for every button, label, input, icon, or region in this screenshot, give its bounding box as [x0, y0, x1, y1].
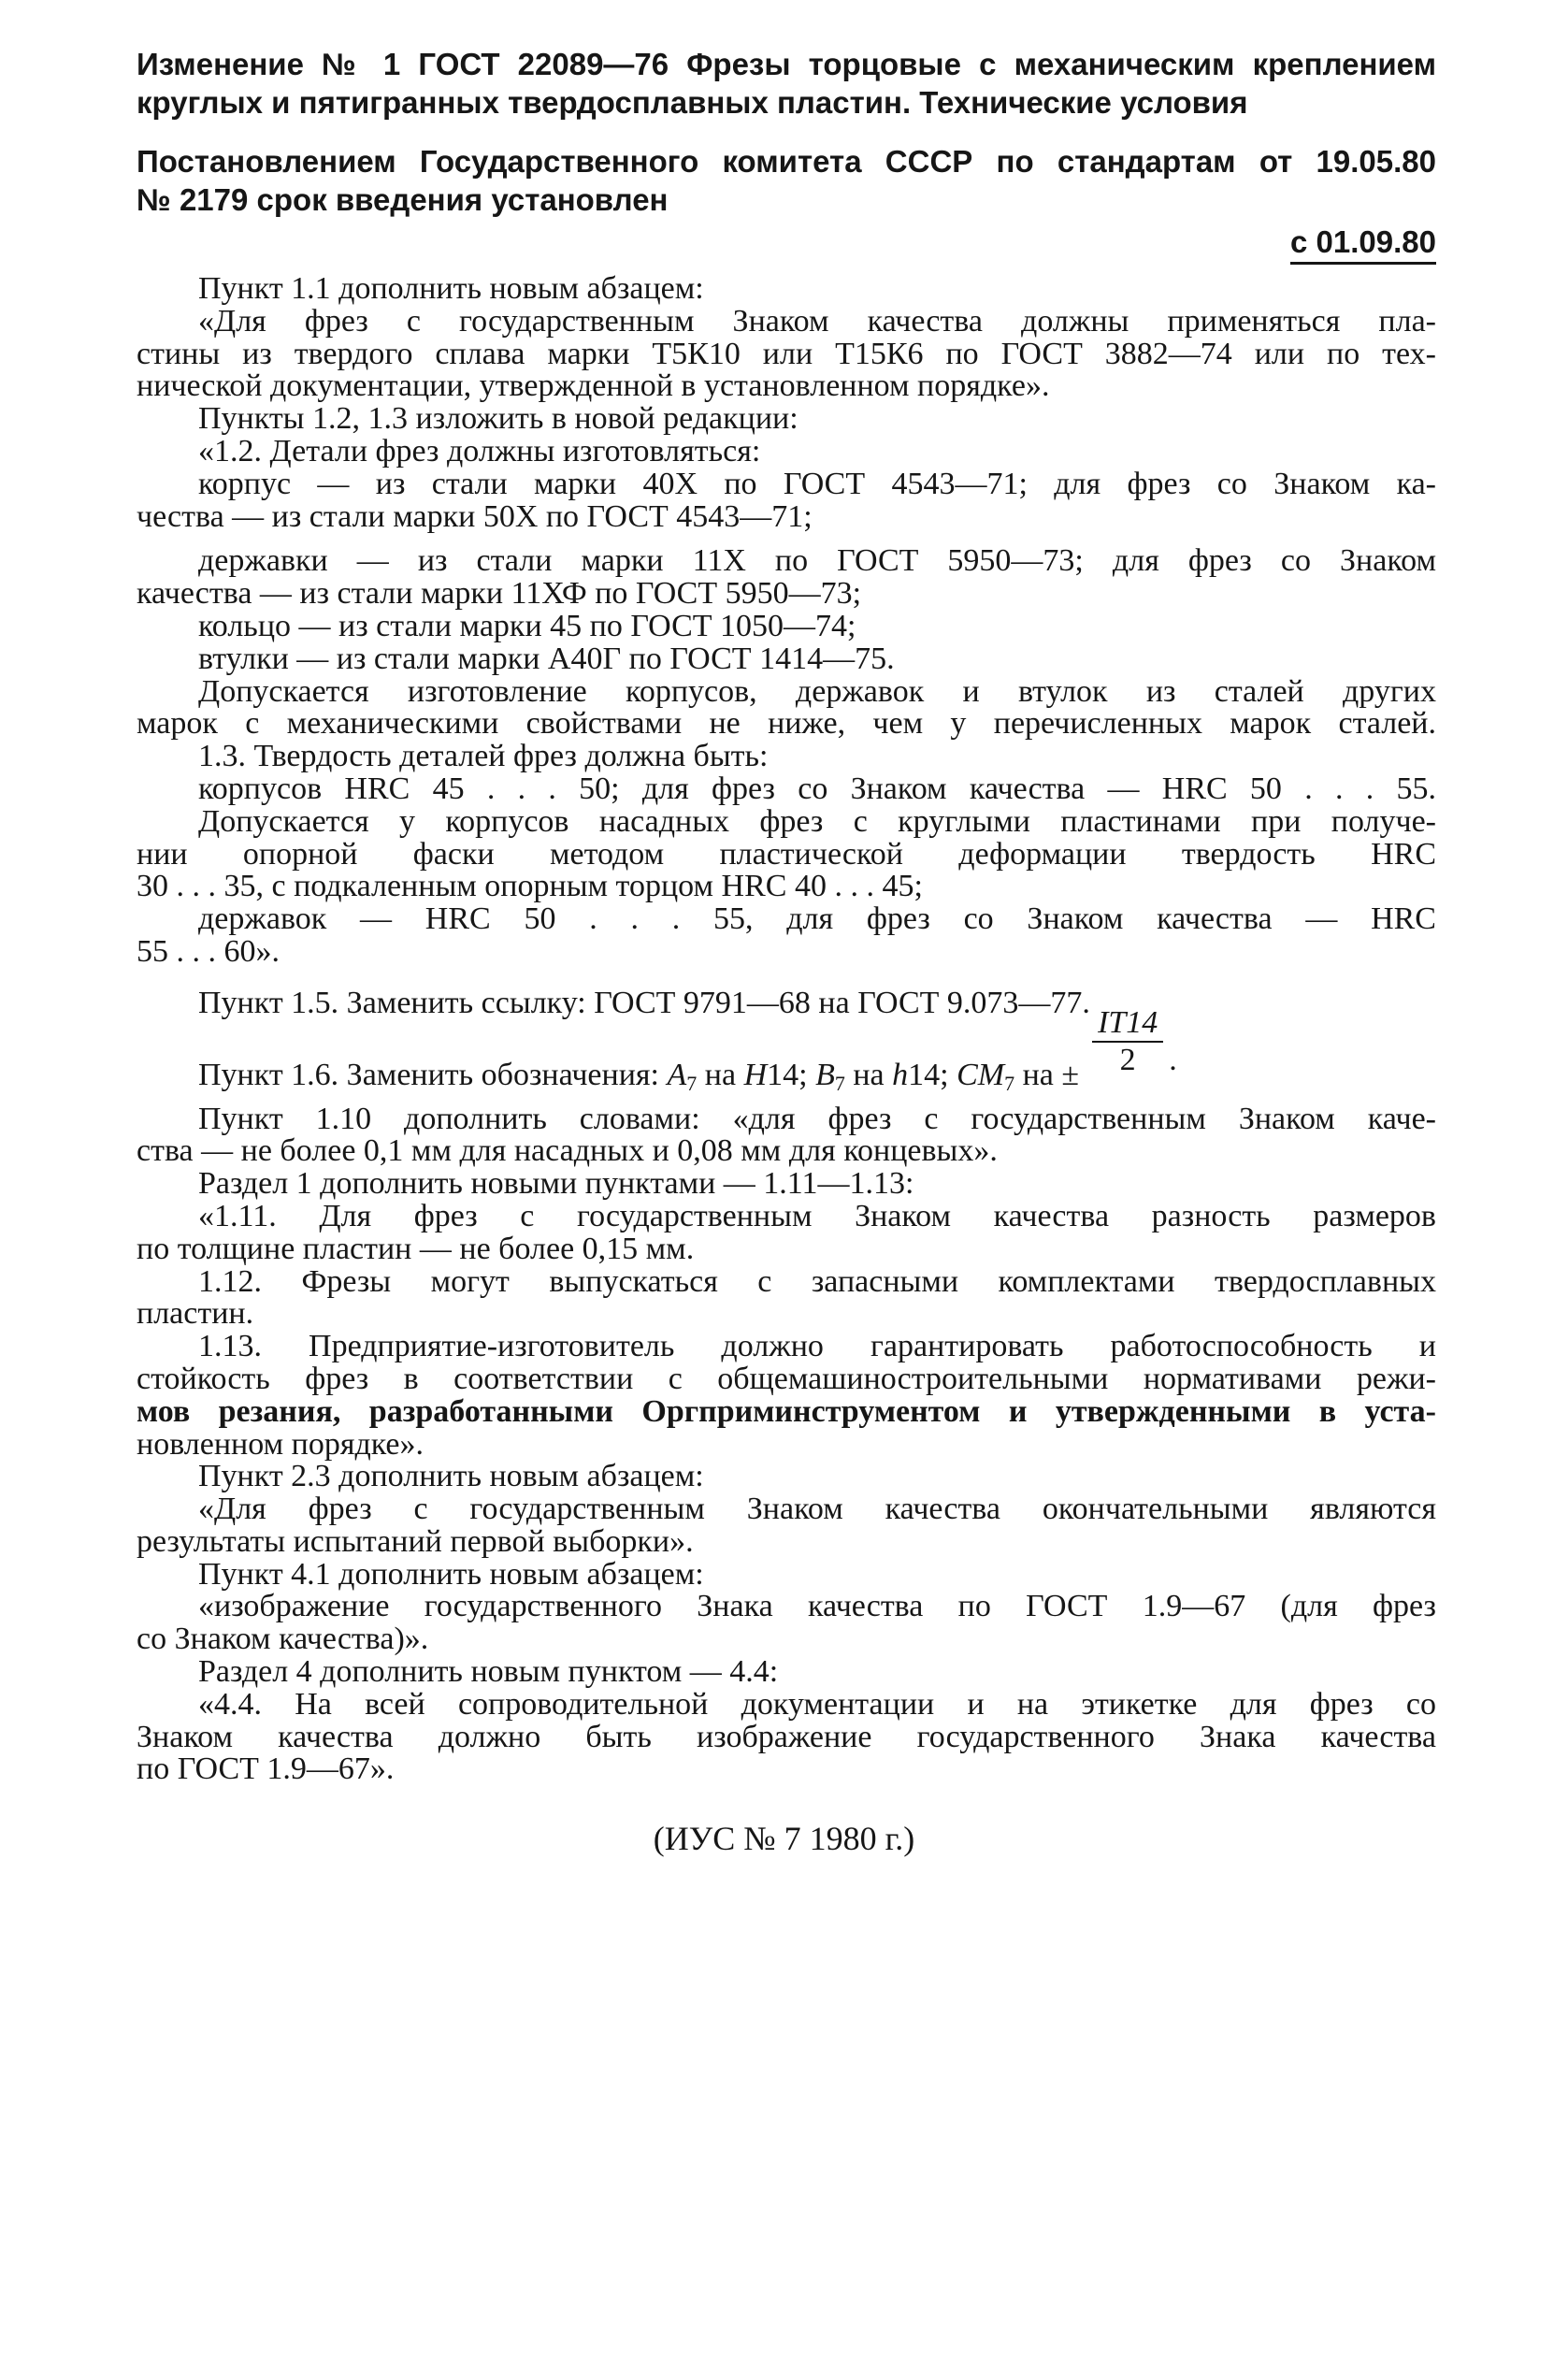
- text-line: державки — из стали марки 11Х по ГОСТ 5950—73; для фрез со Знаком: [198, 543, 1436, 579]
- text-line: по ГОСТ 1.9—67».: [137, 1751, 395, 1787]
- formula-word: на: [844, 1057, 893, 1092]
- text-line: Пункт 1.1 дополнить новым абзацем:: [198, 271, 704, 306]
- text-line: Пункты 1.2, 1.3 изложить в новой редакции:: [198, 401, 798, 437]
- subscript: 7: [834, 1071, 845, 1095]
- text-line: качества — из стали марки 11ХФ по ГОСТ 5950—73;: [137, 576, 862, 612]
- formula-dot: .: [1169, 1042, 1177, 1077]
- text-line: корпус — из стали марки 40Х по ГОСТ 4543—71; для фрез со Знаком ка-: [198, 466, 1436, 501]
- document-body: [137, 273, 1436, 1786]
- text-line: мов резания, разработанными Оргприминструментом и утвержденными в уста-: [137, 1393, 1436, 1429]
- text-line: 30 . . . 35, с подкаленным опорным торцом HRC 40 . . . 45;: [137, 869, 923, 904]
- fraction-denominator: 2: [1119, 1042, 1136, 1077]
- text-line: нической документации, утвержденной в установленном порядке».: [137, 368, 1050, 404]
- title-line-1: Изменение № 1 ГОСТ 22089—76 Фрезы торцовые с механическим креплением: [137, 47, 1436, 81]
- text-line: кольцо — из стали марки 45 по ГОСТ 1050—74;: [198, 608, 856, 643]
- fraction-numerator: IT14: [1092, 1007, 1163, 1043]
- decree-line-2: № 2179 срок введения установлен: [137, 182, 669, 217]
- text-line: Раздел 1 дополнить новыми пунктами — 1.11—1.13:: [198, 1166, 914, 1202]
- text-line: пластин.: [137, 1296, 254, 1332]
- text-line: 1.12. Фрезы могут выпускаться с запасными комплектами твердосплавных: [198, 1263, 1436, 1299]
- text-line: Раздел 4 дополнить новым пунктом — 4.4:: [198, 1654, 779, 1690]
- source-reference: (ИУС № 7 1980 г.): [653, 1820, 915, 1857]
- formula-word: на ±: [1014, 1057, 1080, 1092]
- text-line: Пункт 4.1 дополнить новым абзацем:: [198, 1556, 704, 1592]
- symbol-b: B: [815, 1057, 835, 1092]
- formula-prefix: Пункт 1.6. Заменить обозначения:: [198, 1057, 668, 1092]
- symbol-a: A: [667, 1057, 687, 1092]
- text-line: Пункт 2.3 дополнить новым абзацем:: [198, 1459, 704, 1494]
- symbol-h-lower: h: [892, 1057, 909, 1092]
- formula-word: на: [697, 1057, 744, 1092]
- text-line: со Знаком качества)».: [137, 1622, 429, 1657]
- text-line: Знаком качества должно быть изображение государственного Знака качества: [137, 1719, 1436, 1754]
- title-line-2: круглых и пятигранных твердосплавных пластин. Технические условия: [137, 85, 1248, 120]
- subscript: 7: [686, 1071, 698, 1095]
- text-line: марок с механическими свойствами не ниже, чем у перечисленных марок сталей.: [137, 706, 1436, 742]
- decree-block: [137, 142, 1436, 219]
- fraction: [1092, 1004, 1163, 1077]
- text-line: Допускается изготовление корпусов, державок и втулок из сталей других: [198, 673, 1436, 709]
- text-line: по толщине пластин — не более 0,15 мм.: [137, 1231, 695, 1266]
- text-line: результаты испытаний первой выборки».: [137, 1523, 694, 1559]
- text-line: ства — не более 0,1 мм для насадных и 0,08 мм для концевых».: [137, 1133, 998, 1169]
- symbol-h: H: [743, 1057, 768, 1092]
- document-header: [137, 45, 1436, 264]
- symbol-cm: CM: [957, 1057, 1005, 1092]
- text-line: стины из твердого сплава марки Т5К10 или Т15К6 по ГОСТ 3882—74 или по тех-: [137, 336, 1436, 371]
- formula-number: 14;: [908, 1057, 957, 1092]
- effective-date-text: с 01.09.80: [1290, 224, 1436, 265]
- text-line: новленном порядке».: [137, 1426, 424, 1462]
- text-line: «4.4. На всей сопроводительной документации и на этикетке для фрез со: [198, 1686, 1436, 1722]
- text-line: «1.2. Детали фрез должны изготовляться:: [198, 433, 761, 468]
- text-line: «изображение государственного Знака качества по ГОСТ 1.9—67 (для фрез: [198, 1589, 1436, 1624]
- text-line: «Для фрез с государственным Знаком качества должны применяться пла-: [198, 303, 1436, 339]
- formula-text: [198, 1057, 1080, 1095]
- text-line: «1.11. Для фрез с государственным Знаком качества разность размеров: [198, 1198, 1436, 1233]
- text-line: Допускается у корпусов насадных фрез с круглыми пластинами при получе-: [198, 803, 1436, 839]
- text-line: «Для фрез с государственным Знаком качества окончательными являются: [198, 1492, 1436, 1527]
- text-line: 1.13. Предприятие-изготовитель должно гарантировать работоспособность и: [198, 1329, 1436, 1364]
- decree-line-1: Постановлением Государственного комитета СССР по стандартам от 19.05.80: [137, 144, 1436, 179]
- text-line: 55 . . . 60».: [137, 933, 280, 969]
- text-line: державок — HRC 50 . . . 55, для фрез со Знаком качества — HRC: [198, 901, 1436, 937]
- formula-line: [137, 1004, 1436, 1095]
- text-line: втулки — из стали марки А40Г по ГОСТ 1414—75.: [198, 641, 895, 676]
- text-line: корпусов HRC 45 . . . 50; для фрез со Знаком качества — HRC 50 . . . 55.: [198, 771, 1436, 806]
- text-line: Пункт 1.5. Заменить ссылку: ГОСТ 9791—68 на ГОСТ 9.073—77.: [198, 985, 1090, 1020]
- effective-date: [137, 221, 1436, 264]
- subscript: 7: [1004, 1071, 1015, 1095]
- text-line: 1.3. Твердость деталей фрез должна быть:: [198, 739, 769, 774]
- text-line: нии опорной фаски методом пластической деформации твердость HRC: [137, 836, 1436, 872]
- text-line: стойкость фрез в соответствии с общемашиностроительными нормативами режи-: [137, 1361, 1436, 1396]
- text-line: Пункт 1.10 дополнить словами: «для фрез с государственным Знаком каче-: [198, 1101, 1436, 1136]
- text-line: чества — из стали марки 50Х по ГОСТ 4543—71;: [137, 498, 813, 534]
- formula-number: 14;: [767, 1057, 816, 1092]
